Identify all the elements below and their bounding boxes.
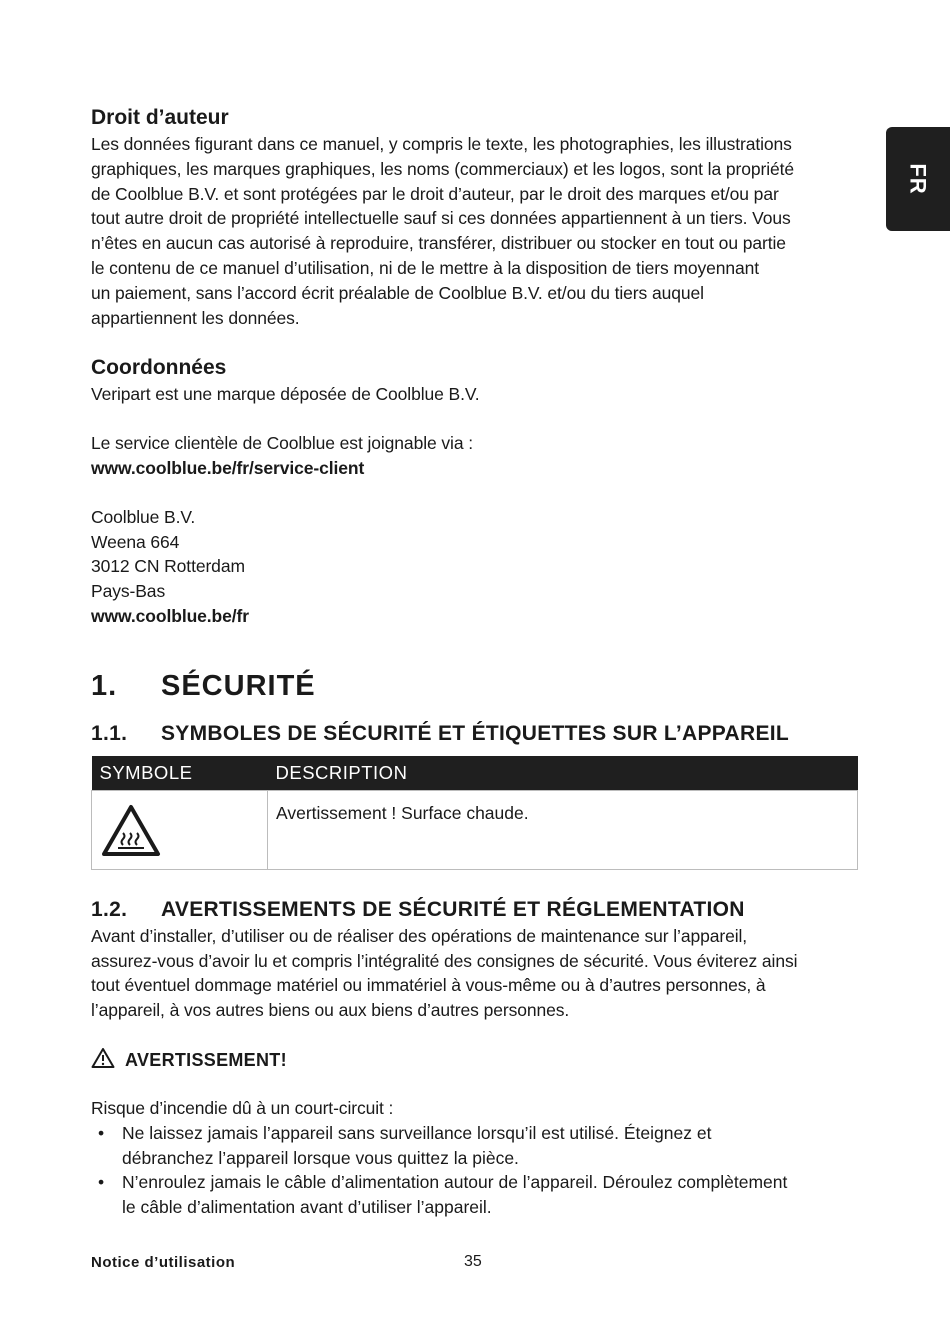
section-1-2-number: 1.2. — [91, 897, 128, 921]
copyright-line: tout autre droit de propriété intellectuelle sauf si ces données appartiennent à un tiers. Vous — [91, 208, 791, 229]
section-1-number: 1. — [91, 669, 118, 702]
page-content — [91, 104, 859, 1220]
section-1-2-line: assurez-vous d’avoir lu et compris l’intégralité des consignes de sécurité. Vous éviterez ainsi — [91, 950, 798, 971]
warning-triangle-icon — [91, 1047, 125, 1074]
section-1-2-line: l’appareil, à vos autres biens ou aux biens d’autres personnes. — [91, 1000, 570, 1021]
section-1-2-title: AVERTISSEMENTS DE SÉCURITÉ ET RÉGLEMENTATION — [161, 897, 745, 921]
site-url-link[interactable]: www.coolblue.be/fr — [91, 605, 249, 626]
symbol-column-header: SYMBOLE — [92, 756, 268, 791]
language-tab — [886, 127, 950, 231]
company-name: Coolblue B.V. — [91, 506, 196, 527]
copyright-heading: Droit d’auteur — [91, 106, 229, 129]
copyright-text — [91, 132, 859, 330]
section-1-2-line: tout éventuel dommage matériel ou immatériel à vous-même ou à d’autres personnes, à — [91, 975, 766, 996]
section-1-1-title: SYMBOLES DE SÉCURITÉ ET ÉTIQUETTES SUR L’APPAREIL — [161, 721, 790, 745]
copyright-line: graphiques, les marques graphiques, les noms (commerciaux) et les logos, sont la propriété — [91, 158, 795, 179]
symbol-cell — [92, 790, 268, 869]
section-1-title: SÉCURITÉ — [161, 669, 316, 702]
service-url-link[interactable]: www.coolblue.be/fr/service-client — [91, 457, 365, 478]
warning-list — [91, 1121, 859, 1220]
country: Pays-Bas — [91, 581, 166, 602]
warning-label: AVERTISSEMENT! — [125, 1049, 287, 1070]
section-1-heading — [91, 666, 859, 706]
section-1-1-number: 1.1. — [91, 721, 128, 745]
list-item — [91, 1121, 859, 1171]
risk-title: Risque d’incendie dû à un court-circuit : — [91, 1097, 394, 1118]
description-cell — [268, 790, 858, 869]
copyright-line: n’êtes en aucun cas autorisé à reproduire, transférer, distribuer ou stocker en tout ou partie — [91, 233, 786, 254]
list-item-line: Ne laissez jamais l’appareil sans surveillance lorsqu’il est utilisé. Éteignez et — [122, 1122, 712, 1143]
copyright-line: Les données figurant dans ce manuel, y compris le texte, les photographies, les illustrations — [91, 134, 792, 154]
city-address: 3012 CN Rotterdam — [91, 556, 245, 577]
brand-line: Veripart est une marque déposée de Coolblue B.V. — [91, 384, 480, 405]
description-column-header: DESCRIPTION — [268, 756, 858, 791]
footer-title: Notice d’utilisation — [91, 1254, 236, 1271]
copyright-line: le contenu de ce manuel d’utilisation, ni de le mettre à la disposition de tiers moyennant — [91, 257, 760, 278]
section-1-1-heading — [91, 720, 859, 748]
section-1-2-text — [91, 924, 859, 1023]
symbol-table — [91, 756, 858, 870]
copyright-line: appartiennent les données. — [91, 307, 300, 328]
section-1-2-heading — [91, 896, 859, 924]
street-address: Weena 664 — [91, 531, 180, 552]
hot-surface-warning-icon — [100, 803, 259, 864]
language-tab-label: FR — [905, 163, 931, 195]
section-1-2-line: Avant d’installer, d’utiliser ou de réaliser des opérations de maintenance sur l’appareil, — [91, 925, 748, 946]
list-item-line: débranchez l’appareil lorsque vous quittez la pièce. — [122, 1147, 519, 1168]
warning-heading — [91, 1047, 859, 1074]
service-line: Le service clientèle de Coolblue est joignable via : — [91, 433, 473, 454]
list-item-line: le câble d’alimentation avant d’utiliser l’appareil. — [122, 1197, 492, 1218]
list-item — [91, 1170, 859, 1220]
copyright-line: un paiement, sans l’accord écrit préalable de Coolblue B.V. et/ou du tiers auquel — [91, 282, 704, 303]
page-number: 35 — [464, 1253, 482, 1270]
list-item-line: N’enroulez jamais le câble d’alimentation autour de l’appareil. Déroulez complètement — [122, 1172, 788, 1193]
table-row — [92, 790, 858, 869]
copyright-line: de Coolblue B.V. et sont protégées par le droit d’auteur, par le droit des marques et/ou par — [91, 183, 779, 204]
description-text: Avertissement ! Surface chaude. — [276, 802, 529, 823]
contact-heading: Coordonnées — [91, 356, 227, 380]
